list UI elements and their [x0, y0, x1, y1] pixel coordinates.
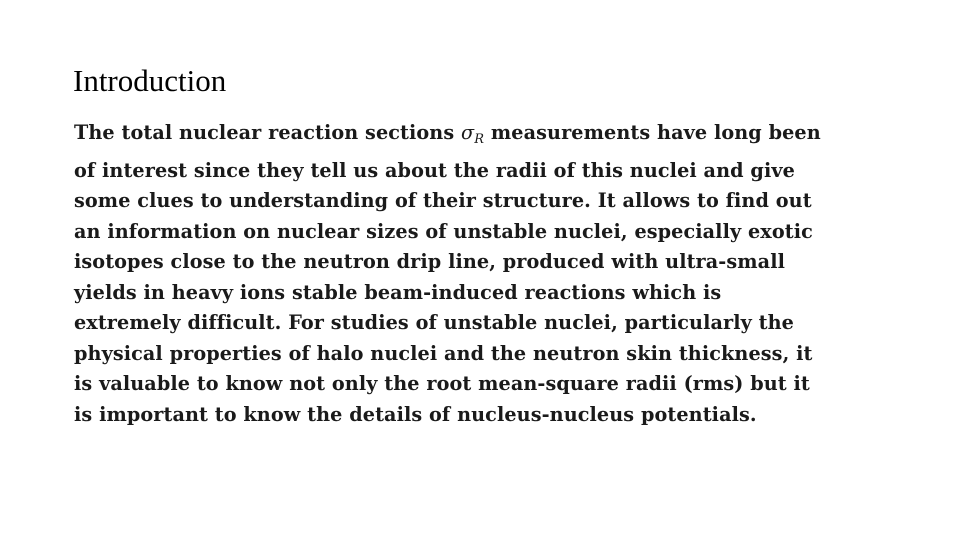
paragraph-line-6: yields in heavy ions stable beam-induced reactions which is — [74, 280, 722, 304]
paragraph-line-5: isotopes close to the neutron drip line, produced with ultra-small — [74, 250, 785, 273]
paragraph — [74, 118, 894, 430]
paragraph-line-3: some clues to understanding of their structure. It allows to find out — [74, 189, 812, 212]
paragraph-line-8: physical properties of halo nuclei and the neutron skin thickness, it — [74, 341, 813, 365]
paragraph-line-4: an information on nuclear sizes of unstable nuclei, especially exotic — [74, 219, 813, 243]
paragraph-line-7: extremely difficult. For studies of unstable nuclei, particularly the — [74, 311, 794, 334]
sigma-r-symbol — [461, 121, 485, 147]
sigma-subscript: R — [474, 132, 485, 147]
paragraph-line-1 — [74, 118, 894, 156]
paragraph-line-10: is important to know the details of nucleus-nucleus potentials. — [74, 402, 757, 426]
slide-title: Introduction — [73, 63, 227, 98]
sigma-symbol: σ — [461, 121, 475, 144]
paragraph-line-9: is valuable to know not only the root mean-square radii (rms) but it — [74, 372, 810, 395]
line1-text-after: measurements have long been — [484, 121, 821, 144]
line1-text-before: The total nuclear reaction sections — [74, 121, 462, 144]
paragraph-line-2: of interest since they tell us about the radii of this nuclei and give — [74, 158, 795, 182]
